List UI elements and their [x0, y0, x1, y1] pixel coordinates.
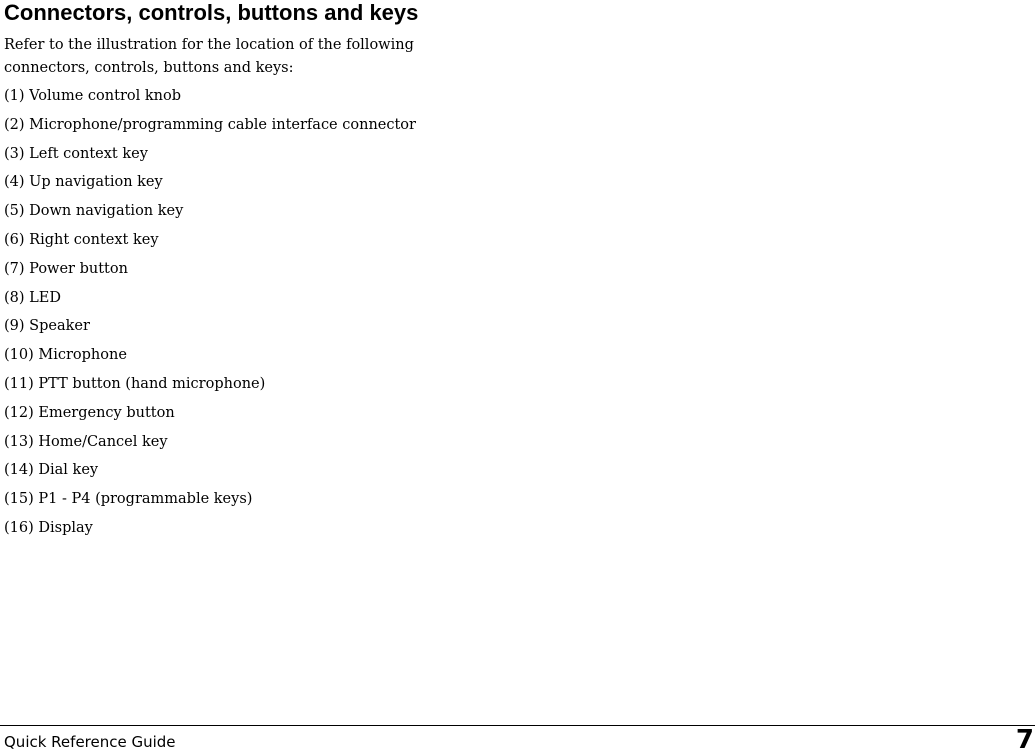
list-item: (2) Microphone/programming cable interface connector	[4, 116, 416, 133]
list-item: (9) Speaker	[4, 318, 90, 335]
list-item: (8) LED	[4, 289, 61, 306]
list-item: (14) Dial key	[4, 462, 99, 479]
footer-document-title: Quick Reference Guide	[4, 733, 176, 751]
list-item: (7) Power button	[4, 260, 128, 277]
intro-paragraph: Refer to the illustration for the location of the following connectors, controls, buttons and keys:	[4, 37, 414, 76]
list-item: (16) Display	[4, 519, 93, 536]
list-item: (3) Left context key	[4, 145, 148, 162]
list-item: (15) P1 - P4 (programmable keys)	[4, 491, 253, 508]
connector-list	[4, 84, 416, 545]
list-item: (13) Home/Cancel key	[4, 433, 168, 450]
list-item: (11) PTT button (hand microphone)	[4, 375, 266, 392]
list-item: (6) Right context key	[4, 231, 159, 248]
list-item: (1) Volume control knob	[4, 88, 181, 104]
list-item: (4) Up navigation key	[4, 174, 163, 191]
footer-divider	[0, 725, 1035, 726]
list-item: (10) Microphone	[4, 347, 127, 364]
list-item: (5) Down navigation key	[4, 203, 184, 220]
page-number: 7	[1015, 725, 1034, 755]
section-heading: Connectors, controls, buttons and keys	[4, 0, 419, 25]
list-item: (12) Emergency button	[4, 404, 175, 421]
